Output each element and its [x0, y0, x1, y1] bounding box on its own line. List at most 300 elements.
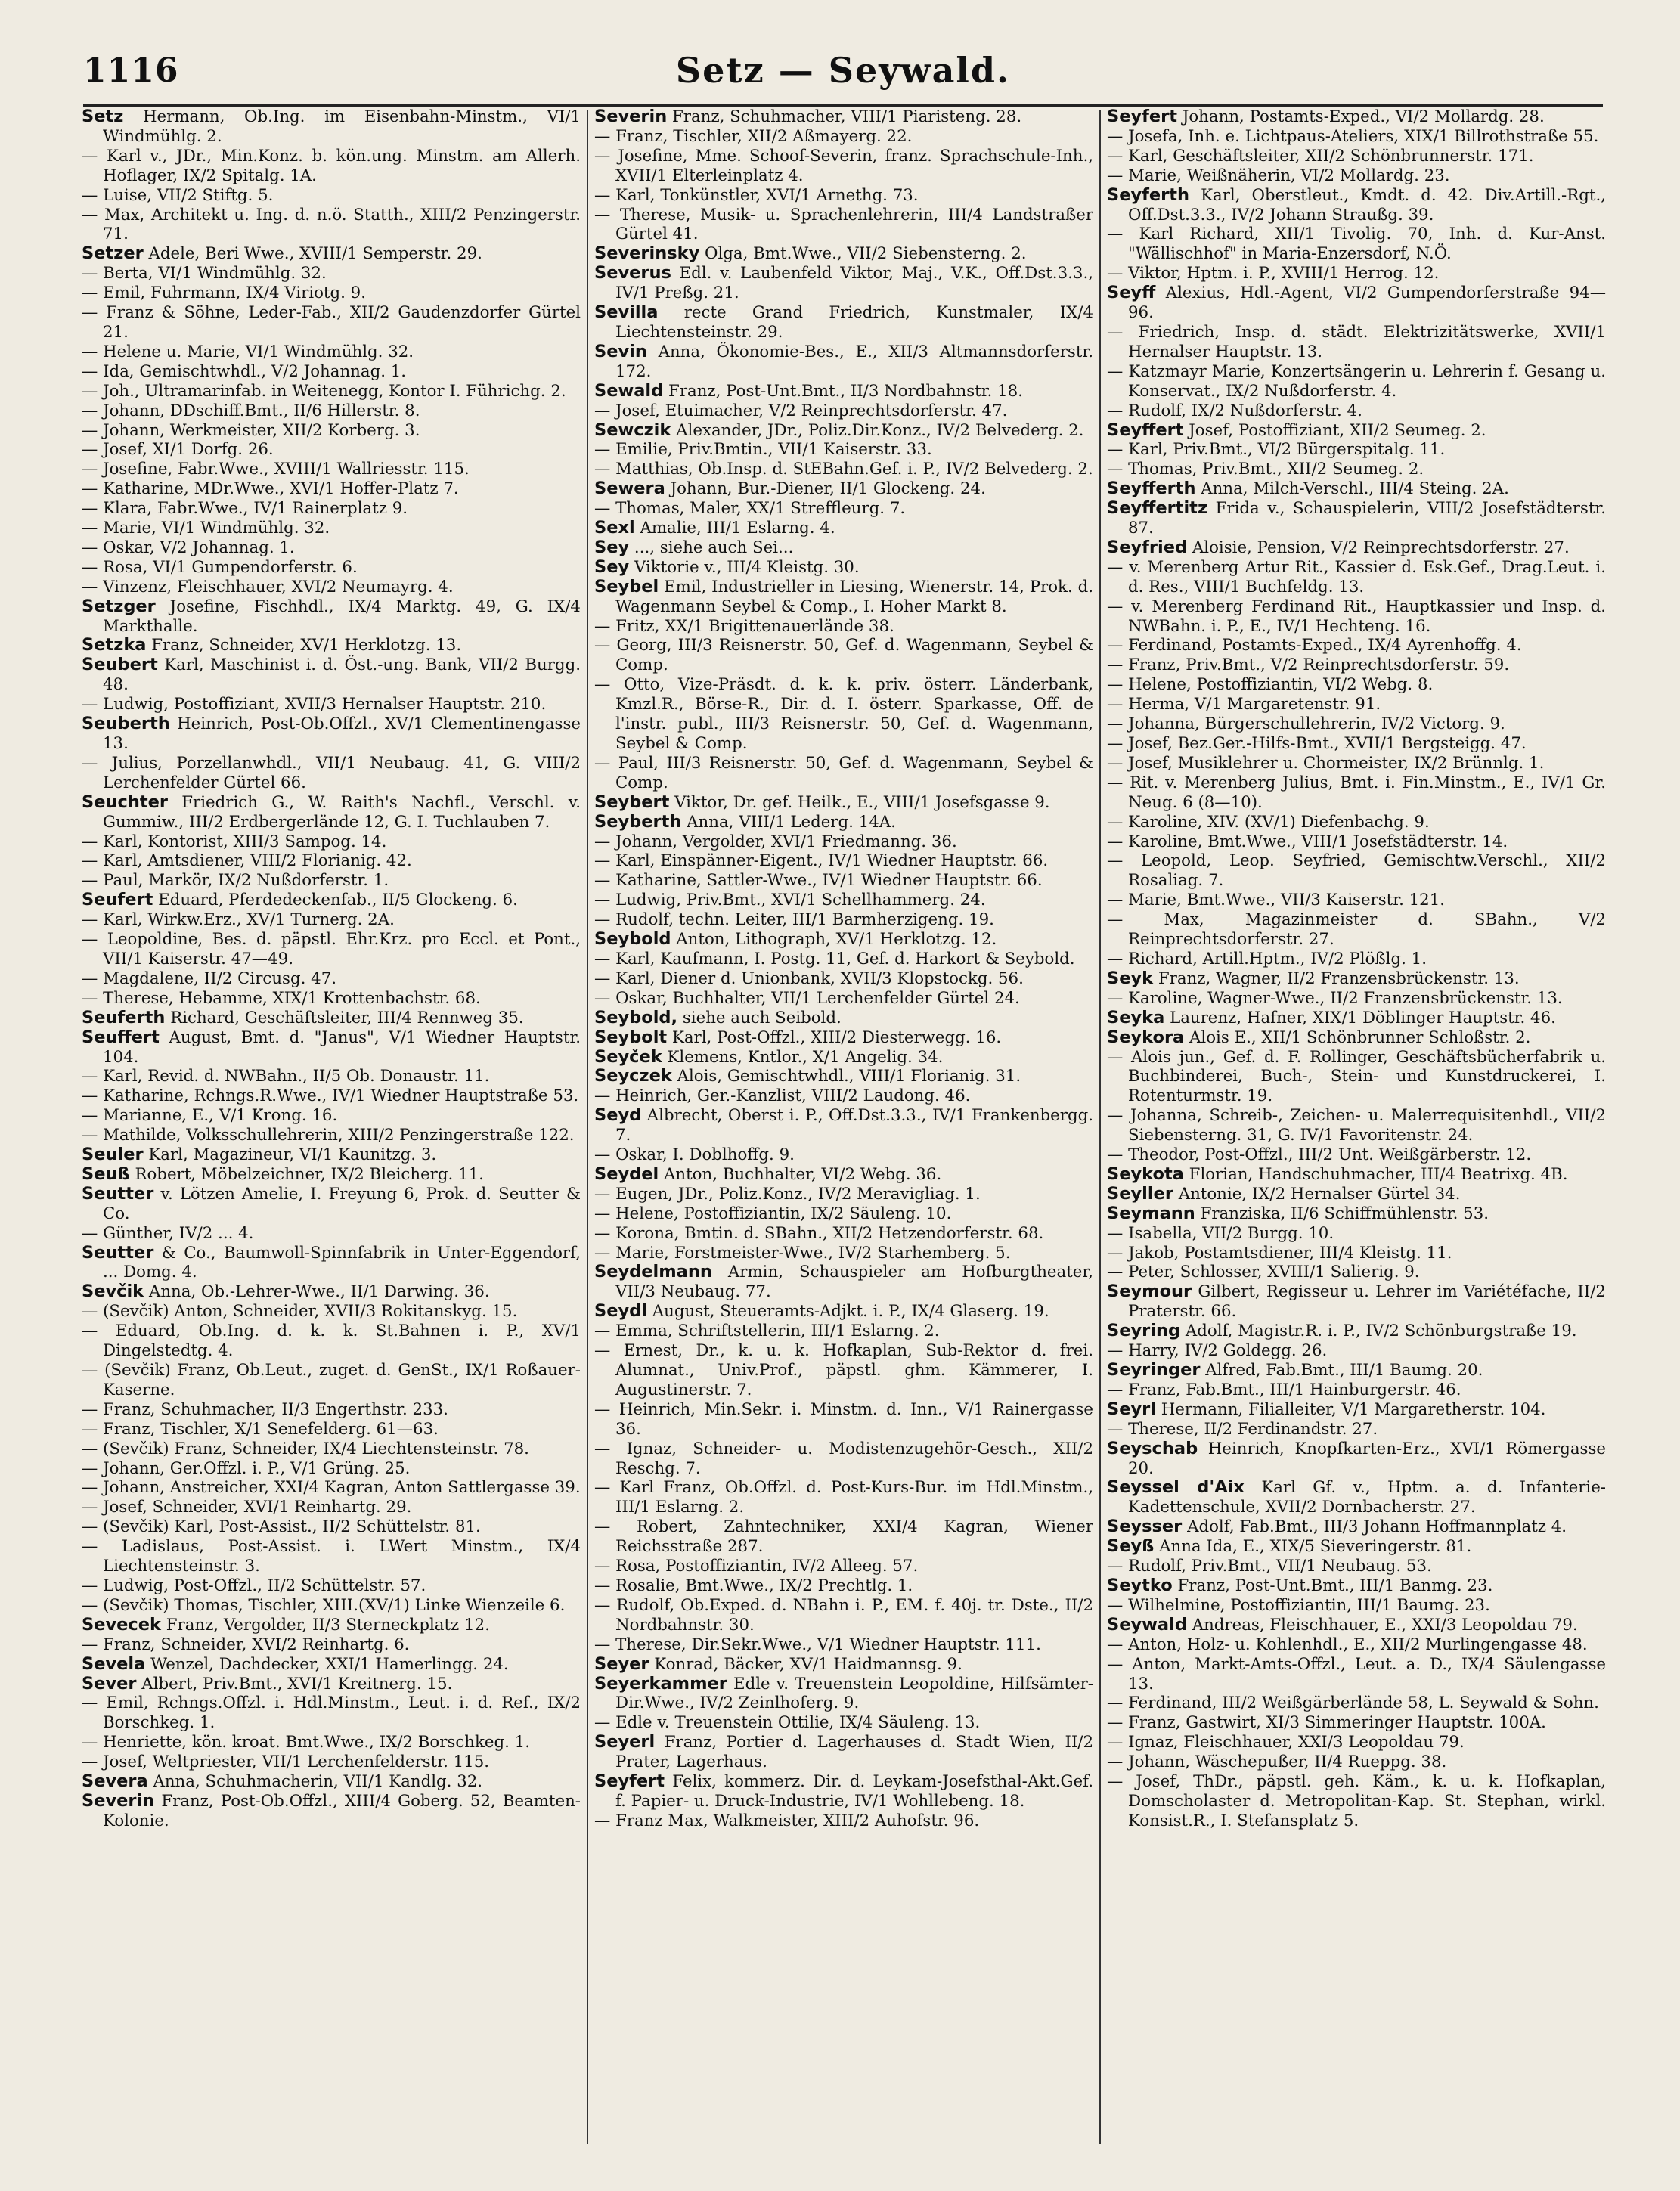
- directory-entry: [594, 1341, 1093, 1400]
- directory-entry: [594, 1655, 1093, 1675]
- directory-entry: [82, 1028, 581, 1068]
- entry-surname: Setz: [82, 107, 124, 126]
- entry-details: — Ludwig, Post-Offzl., II/2 Schüttelstr. 57.: [82, 1576, 426, 1595]
- directory-entry: [1107, 401, 1606, 421]
- entry-details: — Ignaz, Fleischhauer, XXI/3 Leopoldau 79.: [1107, 1733, 1465, 1752]
- directory-entry: [594, 1009, 1093, 1028]
- entry-surname: Seyd: [594, 1105, 642, 1126]
- entry-details: — Rit. v. Merenberg Julius, Bmt. i. Fin.Minstm., E., IV/1 Gr. Neug. 6 (8—10).: [1107, 773, 1606, 812]
- directory-entry: [594, 1635, 1093, 1655]
- directory-entry: [82, 655, 581, 695]
- entry-details: — Leopoldine, Bes. d. päpstl. Ehr.Krz. pro Eccl. et Pont., VII/1 Kaiserstr. 47—49.: [82, 930, 581, 968]
- entry-details: — Ludwig, Postoffiziant, XVII/3 Hernalser Hauptstr. 210.: [82, 695, 547, 714]
- entry-details: — Heinrich, Min.Sekr. i. Minstm. d. Inn., V/1 Rainergasse 36.: [594, 1399, 1093, 1439]
- entry-details: — Karl, Kaufmann, I. Postg. 11, Gef. d. Harkort & Seybold.: [594, 949, 1075, 968]
- directory-entry: [82, 1009, 581, 1028]
- entry-surname: Severin: [82, 1790, 155, 1811]
- entry-details: — Karl, Amtsdiener, VIII/2 Florianig. 42.: [82, 851, 412, 871]
- entry-details: — Karl Franz, Ob.Offzl. d. Post-Kurs-Bur. im Hdl.Minstm., III/1 Eslarng. 2.: [594, 1478, 1093, 1517]
- entry-details: — Marie, Bmt.Wwe., VII/3 Kaiserstr. 121.: [1107, 891, 1446, 910]
- entry-details: Adolf, Fab.Bmt., III/3 Johann Hoffmannplatz 4.: [1187, 1517, 1567, 1537]
- entry-details: — Ernest, Dr., k. u. k. Hofkaplan, Sub-Rektor d. frei. Alumnat., Univ.Prof., päpstl. ghm. Kämmerer, I. Augustinerstr. 7.: [594, 1341, 1093, 1399]
- directory-entry: [594, 1145, 1093, 1165]
- directory-entry: [1107, 734, 1606, 754]
- directory-entry: [1107, 107, 1606, 127]
- directory-entry: [82, 1635, 581, 1655]
- entry-surname: Seubert: [82, 655, 158, 675]
- directory-entry: [1107, 421, 1606, 441]
- entry-details: — Therese, Hebamme, XIX/1 Krottenbachstr. 68.: [82, 988, 481, 1008]
- directory-entry: [594, 930, 1093, 950]
- directory-entry: [82, 1675, 581, 1694]
- directory-entry: [82, 382, 581, 401]
- entry-details: Konrad, Bäcker, XV/1 Haidmannsg. 9.: [654, 1654, 962, 1674]
- column-3: [1107, 107, 1606, 2149]
- column-divider: [1099, 110, 1101, 2144]
- entry-details: — Theodor, Post-Offzl., III/2 Unt. Weißgärberstr. 12.: [1107, 1145, 1532, 1165]
- entry-details: — Franz, Priv.Bmt., V/2 Reinprechtsdorferstr. 59.: [1107, 655, 1510, 675]
- directory-entry: [594, 1244, 1093, 1263]
- directory-entry: [1107, 597, 1606, 637]
- directory-entry: [82, 1420, 581, 1439]
- entry-details: — Marie, VI/1 Windmühlg. 32.: [82, 519, 330, 538]
- page-header: [83, 39, 1603, 107]
- entry-details: Eduard, Pferdedeckenfab., II/5 Glockeng. 6.: [158, 891, 518, 910]
- entry-details: — Edle v. Treuenstein Ottilie, IX/4 Säuleng. 13.: [594, 1713, 981, 1733]
- directory-entry: [1107, 636, 1606, 655]
- entry-details: Richard, Geschäftsleiter, III/4 Rennweg 35.: [170, 1008, 524, 1027]
- directory-entry: [1107, 969, 1606, 989]
- entry-surname: Sewera: [594, 479, 665, 499]
- directory-entry: [82, 1106, 581, 1126]
- directory-entry: [82, 578, 581, 597]
- entry-details: — Rosa, Postoffiziantin, IV/2 Alleeg. 57.: [594, 1557, 919, 1576]
- entry-surname: Setzka: [82, 635, 147, 655]
- entry-surname: Seyer: [594, 1653, 649, 1674]
- entry-details: — Franz & Söhne, Leder-Fab., XII/2 Gaudenzdorfer Gürtel 21.: [82, 303, 581, 342]
- entry-details: Laurenz, Hafner, XIX/1 Döblinger Hauptstr. 46.: [1170, 1008, 1556, 1027]
- directory-entry: [594, 479, 1093, 499]
- directory-entry: [1107, 1244, 1606, 1263]
- directory-entry: [1107, 1048, 1606, 1107]
- entry-surname: Seuler: [82, 1145, 144, 1165]
- entry-details: — Josef, Bez.Ger.-Hilfs-Bmt., XVII/1 Bergsteigg. 47.: [1107, 734, 1527, 753]
- entry-details: — Ferdinand, III/2 Weißgärberlände 58, L. Seywald & Sohn.: [1107, 1694, 1599, 1713]
- entry-details: — v. Merenberg Artur Rit., Kassier d. Esk.Gef., Drag.Leut. i. d. Res., VIII/1 Buchfeldg. 13.: [1107, 557, 1606, 597]
- entry-details: — Karoline, XIV. (XV/1) Diefenbachg. 9.: [1107, 812, 1430, 832]
- entry-details: — Josef, Musiklehrer u. Chormeister, IX/2 Brünnlg. 1.: [1107, 753, 1545, 773]
- directory-entry: [1107, 558, 1606, 597]
- directory-entry: [82, 1694, 581, 1733]
- directory-entry: [1107, 1596, 1606, 1616]
- directory-entry: [594, 675, 1093, 754]
- directory-entry: [1107, 1655, 1606, 1694]
- entry-details: v. Lötzen Amelie, I. Freyung 6, Prok. d. Seutter & Co.: [103, 1184, 581, 1223]
- entry-details: Anna, VIII/1 Lederg. 14A.: [687, 812, 896, 832]
- entry-details: — Luise, VII/2 Stiftg. 5.: [82, 185, 274, 205]
- directory-entry: [594, 538, 1093, 558]
- entry-details: — Magdalene, II/2 Circusg. 47.: [82, 968, 337, 988]
- directory-entry: [594, 989, 1093, 1009]
- entry-details: — Johann, DDschiff.Bmt., II/6 Hillerstr. 8.: [82, 401, 420, 420]
- directory-entry: [82, 1086, 581, 1106]
- entry-details: — Heinrich, Ger.-Kanzlist, VIII/2 Laudong. 46.: [594, 1086, 971, 1106]
- entry-surname: Seyrl: [1107, 1399, 1156, 1419]
- entry-details: — Oskar, V/2 Johannag. 1.: [82, 538, 295, 557]
- entry-details: Adolf, Magistr.R. i. P., IV/2 Schönburgstraße 19.: [1185, 1322, 1577, 1341]
- entry-details: — Therese, II/2 Ferdinandstr. 27.: [1107, 1419, 1378, 1439]
- directory-entry: [1107, 166, 1606, 186]
- directory-entry: [1107, 460, 1606, 479]
- entry-details: — Matthias, Ob.Insp. d. StEBahn.Gef. i. P., IV/2 Belvederg. 2.: [594, 460, 1093, 479]
- entry-details: Anna, Milch-Verschl., III/4 Steing. 2A.: [1201, 479, 1509, 499]
- entry-surname: Seytko: [1107, 1575, 1173, 1595]
- entry-details: Alois, Gemischtwhdl., VIII/1 Florianig. 31.: [677, 1067, 1021, 1086]
- entry-details: — Richard, Artill.Hptm., IV/2 Plößlg. 1.: [1107, 949, 1427, 968]
- directory-entry: [594, 871, 1093, 891]
- directory-entry: [1107, 1772, 1606, 1831]
- entry-surname: Seydelmann: [594, 1262, 712, 1282]
- directory-entry: [1107, 1478, 1606, 1517]
- entry-details: Alexander, JDr., Poliz.Dir.Konz., IV/2 Belvederg. 2.: [676, 420, 1084, 440]
- directory-entry: [82, 1282, 581, 1302]
- directory-entry: [82, 499, 581, 519]
- directory-entry: [82, 1459, 581, 1479]
- entry-details: Klemens, Kntlor., X/1 Angelig. 34.: [667, 1047, 944, 1067]
- directory-entry: [1107, 323, 1606, 362]
- entry-details: — Oskar, I. Doblhoffg. 9.: [594, 1145, 795, 1165]
- entry-details: Josefine, Fischhdl., IX/4 Marktg. 49, G. IX/4 Markthalle.: [103, 597, 581, 636]
- entry-surname: Setzer: [82, 243, 144, 264]
- entry-details: Anton, Lithograph, XV/1 Herklotzg. 12.: [676, 930, 997, 950]
- entry-surname: Sey: [594, 537, 630, 557]
- directory-entry: [82, 1576, 581, 1596]
- entry-details: Wenzel, Dachdecker, XXI/1 Hamerlingg. 24.: [150, 1654, 509, 1674]
- entry-surname: Seykora: [1107, 1027, 1185, 1047]
- entry-surname: Sexl: [594, 518, 635, 538]
- entry-details: Amalie, III/1 Eslarng. 4.: [640, 519, 835, 538]
- directory-entry: [594, 1675, 1093, 1714]
- entry-surname: Seybold: [594, 929, 671, 950]
- entry-details: — Emma, Schriftstellerin, III/1 Eslarng. 2.: [594, 1322, 940, 1341]
- directory-entry: [82, 186, 581, 206]
- directory-entry: [82, 1596, 581, 1616]
- directory-entry: [82, 519, 581, 538]
- entry-surname: Seyschab: [1107, 1438, 1198, 1458]
- directory-entry: [594, 382, 1093, 401]
- entry-details: — Max, Architekt u. Ing. d. n.ö. Statth., XIII/2 Penzingerstr. 71.: [82, 205, 581, 244]
- entry-details: — Eugen, JDr., Poliz.Konz., IV/2 Meravigliag. 1.: [594, 1184, 981, 1204]
- directory-entry: [594, 578, 1093, 617]
- directory-entry: [594, 1028, 1093, 1048]
- directory-entry: [594, 440, 1093, 460]
- entry-details: Albrecht, Oberst i. P., Off.Dst.3.3., IV/1 Frankenbergg. 7.: [615, 1106, 1093, 1145]
- directory-entry: [82, 910, 581, 930]
- entry-details: Alexius, Hdl.-Agent, VI/2 Gumpendorferstraße 94—96.: [1128, 284, 1606, 323]
- entry-details: Franziska, II/6 Schiffmühlenstr. 53.: [1200, 1204, 1489, 1223]
- directory-entry: [594, 186, 1093, 206]
- entry-details: Franz, Schuhmacher, VIII/1 Piaristeng. 28.: [672, 107, 1022, 126]
- entry-surname: Seuberth: [82, 714, 170, 734]
- directory-entry: [594, 1165, 1093, 1185]
- directory-entry: [82, 1322, 581, 1361]
- entry-surname: Seuß: [82, 1164, 130, 1184]
- directory-entry: [594, 1733, 1093, 1772]
- entry-details: — Johanna, Bürgerschullehrerin, IV/2 Victorg. 9.: [1107, 714, 1505, 734]
- directory-entry: [1107, 1616, 1606, 1635]
- entry-details: Hermann, Ob.Ing. im Eisenbahn-Minstm., VI/1 Windmühlg. 2.: [103, 107, 581, 146]
- entry-surname: Sevecek: [82, 1614, 161, 1635]
- directory-entry: [82, 1478, 581, 1498]
- entry-details: — Franz, Schneider, XVI/2 Reinhartg. 6.: [82, 1635, 410, 1654]
- entry-details: — Johann, Ger.Offzl. i. P., V/1 Grüng. 25.: [82, 1458, 411, 1478]
- directory-entry: [594, 1302, 1093, 1322]
- entry-details: — (Sevčik) Franz, Ob.Leut., zuget. d. GenSt., IX/1 Roßauer-Kaserne.: [82, 1361, 581, 1399]
- entry-details: — Emilie, Priv.Bmtin., VII/1 Kaiserstr. 33.: [594, 440, 932, 460]
- entry-surname: Seyssel d'Aix: [1107, 1477, 1245, 1498]
- directory-entry: [1107, 754, 1606, 773]
- entry-surname: Seuffert: [82, 1027, 160, 1047]
- directory-entry: [594, 1713, 1093, 1733]
- directory-entry: [82, 284, 581, 303]
- entry-details: — Jakob, Postamtsdiener, III/4 Kleistg. 11.: [1107, 1243, 1452, 1263]
- directory-entry: [82, 1498, 581, 1517]
- directory-entry: [82, 1537, 581, 1576]
- entry-details: — Karl, Priv.Bmt., VI/2 Bürgerspitalg. 11.: [1107, 440, 1446, 460]
- entry-details: Gilbert, Regisseur u. Lehrer im Variétéfache, II/2 Praterstr. 66.: [1128, 1282, 1606, 1322]
- entry-details: — Franz, Tischler, X/1 Senefelderg. 61—63.: [82, 1419, 439, 1439]
- directory-entry: [594, 107, 1093, 127]
- column-divider: [587, 110, 588, 2144]
- entry-details: — (Sevčik) Karl, Post-Assist., II/2 Schüttelstr. 81.: [82, 1517, 481, 1537]
- entry-details: Viktor, Dr. gef. Heilk., E., VIII/1 Josefsgasse 9.: [674, 792, 1050, 812]
- entry-surname: Seufert: [82, 890, 153, 910]
- entry-surname: Seyfert: [594, 1771, 665, 1792]
- entry-details: Olga, Bmt.Wwe., VII/2 Siebensterng. 2.: [705, 244, 1027, 264]
- entry-surname: Sewczik: [594, 420, 671, 440]
- directory-entry: [82, 460, 581, 479]
- entry-details: August, Bmt. d. "Janus", V/1 Wiedner Hauptstr. 104.: [103, 1027, 581, 1067]
- entry-details: — Oskar, Buchhalter, VII/1 Lerchenfelder Gürtel 24.: [594, 988, 1020, 1008]
- directory-entry: [1107, 1537, 1606, 1557]
- directory-entry: [82, 597, 581, 637]
- entry-details: ..., siehe auch Sei...: [634, 538, 794, 557]
- entry-details: — Katharine, Rchngs.R.Wwe., IV/1 Wiedner Hauptstraße 53.: [82, 1086, 579, 1106]
- entry-details: — Johann, Wäschepußer, II/4 Rueppg. 38.: [1107, 1752, 1447, 1772]
- entry-details: Franz, Post-Unt.Bmt., II/3 Nordbahnstr. 18.: [668, 381, 1023, 401]
- entry-surname: Seyka: [1107, 1007, 1165, 1027]
- entry-details: Aloisie, Pension, V/2 Reinprechtsdorferstr. 27.: [1192, 538, 1570, 557]
- directory-entry: [1107, 1263, 1606, 1282]
- entry-details: Anna, Schuhmacherin, VII/1 Kandlg. 32.: [153, 1772, 483, 1792]
- directory-entry: [1107, 675, 1606, 695]
- entry-details: — Friedrich, Insp. d. städt. Elektrizitätswerke, XVII/1 Hernalser Hauptstr. 13.: [1107, 322, 1606, 361]
- directory-entry: [82, 891, 581, 910]
- entry-surname: Severin: [594, 107, 668, 126]
- entry-details: Franz, Vergolder, II/3 Sterneckplatz 12.: [166, 1615, 490, 1635]
- directory-entry: [1107, 284, 1606, 323]
- entry-details: Emil, Industrieller in Liesing, Wienerstr. 14, Prok. d. Wagenmann Seybel & Comp., I. Hoher Markt 8.: [615, 577, 1093, 616]
- entry-surname: Seybold,: [594, 1007, 678, 1027]
- entry-surname: Seyerkammer: [594, 1673, 727, 1694]
- entry-details: siehe auch Seibold.: [682, 1008, 842, 1027]
- directory-entry: [1107, 1713, 1606, 1733]
- entry-surname: Sevela: [82, 1653, 146, 1674]
- entry-details: — Karl, Geschäftsleiter, XII/2 Schönbrunnerstr. 171.: [1107, 146, 1534, 166]
- entry-details: — Vinzenz, Fleischhauer, XVI/2 Neumayrg. 4.: [82, 577, 454, 597]
- entry-details: — Josefa, Inh. e. Lichtpaus-Ateliers, XIX/1 Billrothstraße 55.: [1107, 126, 1599, 146]
- entry-surname: Seydl: [594, 1301, 647, 1322]
- entry-details: — Katharine, MDr.Wwe., XVI/1 Hoffer-Platz 7.: [82, 479, 459, 499]
- directory-entry: [594, 421, 1093, 441]
- entry-details: Alfred, Fab.Bmt., III/1 Baumg. 20.: [1205, 1361, 1483, 1380]
- entry-details: — Mathilde, Volksschullehrerin, XIII/2 Penzingerstraße 122.: [82, 1126, 575, 1145]
- entry-details: Anna Ida, E., XIX/5 Sieveringerstr. 81.: [1159, 1537, 1472, 1557]
- entry-details: Armin, Schauspieler am Hofburgtheater, VII/3 Neubaug. 77.: [615, 1263, 1093, 1302]
- entry-details: — Rosalie, Bmt.Wwe., IX/2 Prechtlg. 1.: [594, 1576, 913, 1595]
- entry-details: — Helene u. Marie, VI/1 Windmühlg. 32.: [82, 342, 414, 361]
- entry-details: — Herma, V/1 Margaretenstr. 91.: [1107, 695, 1381, 714]
- entry-details: Franz, Portier d. Lagerhauses d. Stadt Wien, II/2 Prater, Lagerhaus.: [615, 1733, 1093, 1772]
- entry-details: — Paul, Markör, IX/2 Nußdorferstr. 1.: [82, 871, 389, 891]
- entry-surname: Seuchter: [82, 792, 168, 812]
- directory-entry: [594, 1439, 1093, 1479]
- entry-details: — Rudolf, IX/2 Nußdorferstr. 4.: [1107, 401, 1362, 420]
- directory-entry: [594, 1067, 1093, 1086]
- entry-surname: Seyberth: [594, 811, 682, 832]
- directory-entry: [594, 1263, 1093, 1302]
- directory-entry: [1107, 538, 1606, 558]
- directory-entry: [594, 460, 1093, 479]
- entry-details: Josef, Postoffiziant, XII/2 Seumeg. 2.: [1189, 420, 1486, 440]
- directory-entry: [82, 1165, 581, 1185]
- directory-entry: [1107, 1361, 1606, 1381]
- entry-surname: Seyring: [1107, 1321, 1181, 1341]
- directory-entry: [1107, 1752, 1606, 1772]
- directory-entry: [82, 989, 581, 1009]
- directory-entry: [82, 1126, 581, 1145]
- directory-entry: [1107, 1028, 1606, 1048]
- entry-details: — Marianne, E., V/1 Krong. 16.: [82, 1106, 338, 1126]
- entry-surname: Seymour: [1107, 1281, 1192, 1302]
- directory-entry: [82, 1655, 581, 1675]
- directory-entry: [1107, 950, 1606, 969]
- directory-entry: [82, 1302, 581, 1322]
- directory-entry: [1107, 1341, 1606, 1361]
- entry-details: — Rosa, VI/1 Gumpendorferstr. 6.: [82, 557, 358, 577]
- entry-details: — Leopold, Leop. Seyfried, Gemischtw.Verschl., XII/2 Rosaliag. 7.: [1107, 851, 1606, 891]
- entry-details: — Ferdinand, Postamts-Exped., IX/4 Ayrenhoffg. 4.: [1107, 636, 1522, 655]
- directory-entry: [1107, 832, 1606, 852]
- entry-details: recte Grand Friedrich, Kunstmaler, IX/4 Liechtensteinstr. 29.: [615, 303, 1093, 342]
- entry-details: — Alois jun., Gef. d. F. Rollinger, Geschäftsbücherfabrik u. Buchbinderei, Buch-, Stein- und Kunstdruckerei, I. Rotenturmstr. 19.: [1107, 1047, 1606, 1106]
- entry-details: Edle v. Treuenstein Leopoldine, Hilfsämter-Dir.Wwe., IV/2 Zeinlhoferg. 9.: [615, 1674, 1093, 1713]
- entry-surname: Setzger: [82, 596, 156, 616]
- directory-entry: [1107, 264, 1606, 284]
- entry-details: Albert, Priv.Bmt., XVI/1 Kreitnerg. 15.: [141, 1674, 453, 1694]
- entry-details: August, Steueramts-Adjkt. i. P., IX/4 Glaserg. 19.: [652, 1302, 1049, 1322]
- directory-entry: [594, 1048, 1093, 1068]
- entry-details: — Rudolf, techn. Leiter, III/1 Barmherzigeng. 19.: [594, 910, 994, 930]
- directory-entry: [594, 1185, 1093, 1204]
- entry-surname: Sewald: [594, 380, 664, 401]
- directory-entry: [82, 1439, 581, 1459]
- entry-surname: Seyringer: [1107, 1360, 1201, 1380]
- entry-details: Florian, Handschuhmacher, III/4 Beatrixg. 4B.: [1189, 1164, 1568, 1184]
- entry-surname: Seykota: [1107, 1164, 1184, 1184]
- entry-details: Anna, Ökonomie-Bes., E., XII/3 Altmannsdorferstr. 172.: [615, 342, 1093, 381]
- entry-details: — Viktor, Hptm. i. P., XVIII/1 Herrog. 12.: [1107, 264, 1440, 284]
- directory-entry: [594, 127, 1093, 147]
- entry-surname: Sevilla: [594, 302, 659, 323]
- entry-details: — Anton, Markt-Amts-Offzl., Leut. a. D., IX/4 Säulengasse 13.: [1107, 1654, 1606, 1694]
- entry-details: — Paul, III/3 Reisnerstr. 50, Gef. d. Wagenmann, Seybel & Comp.: [594, 753, 1093, 792]
- entry-surname: Seydel: [594, 1164, 659, 1184]
- entry-details: Johann, Bur.-Diener, II/1 Glockeng. 24.: [670, 479, 986, 499]
- entry-surname: Seyß: [1107, 1536, 1155, 1557]
- entry-surname: Sey: [594, 556, 630, 577]
- directory-entry: [82, 440, 581, 460]
- entry-details: — Emil, Rchngs.Offzl. i. Hdl.Minstm., Leut. i. d. Ref., IX/2 Borschkeg. 1.: [82, 1694, 581, 1733]
- entry-surname: Severus: [594, 263, 671, 284]
- entry-details: Heinrich, Post-Ob.Offzl., XV/1 Clementinengasse 13.: [103, 714, 581, 753]
- entry-details: — Karoline, Wagner-Wwe., II/2 Franzensbrückenstr. 13.: [1107, 988, 1563, 1008]
- entry-details: — Josefine, Mme. Schoof-Severin, franz. Sprachschule-Inh., XVII/1 Elterleinplatz 4.: [594, 146, 1093, 185]
- entry-details: — (Sevčik) Franz, Schneider, IX/4 Liechtensteinstr. 78.: [82, 1439, 529, 1458]
- entry-details: — Karl, Wirkw.Erz., XV/1 Turnerg. 2A.: [82, 910, 395, 930]
- directory-entry: [594, 558, 1093, 578]
- directory-entry: [82, 871, 581, 891]
- directory-entry: [594, 1811, 1093, 1831]
- entry-details: Viktorie v., III/4 Kleistg. 30.: [634, 557, 860, 577]
- entry-details: — Franz, Fab.Bmt., III/1 Hainburgerstr. 46.: [1107, 1380, 1461, 1399]
- column-2: [594, 107, 1093, 2149]
- directory-entry: [82, 303, 581, 342]
- directory-entry: [594, 891, 1093, 910]
- directory-entry: [82, 969, 581, 989]
- entry-details: Franz, Wagner, II/2 Franzensbrückenstr. 13.: [1158, 968, 1520, 988]
- directory-entry: [594, 519, 1093, 538]
- entry-surname: Seyfferth: [1107, 479, 1196, 499]
- entry-details: — Korona, Bmtin. d. SBahn., XII/2 Hetzendorferstr. 68.: [594, 1223, 1044, 1243]
- directory-entry: [1107, 714, 1606, 734]
- entry-details: — Georg, III/3 Reisnerstr. 50, Gef. d. Wagenmann, Seybel & Comp.: [594, 636, 1093, 675]
- entry-surname: Severinsky: [594, 243, 700, 264]
- entry-details: — Rudolf, Ob.Exped. d. NBahn i. P., EM. f. 40j. tr. Dste., II/2 Nordbahnstr. 30.: [594, 1595, 1093, 1635]
- entry-details: — Franz, Tischler, XII/2 Aßmayerg. 22.: [594, 126, 913, 146]
- entry-details: — Josefine, Fabr.Wwe., XVIII/1 Wallriesstr. 115.: [82, 460, 470, 479]
- entry-surname: Sevin: [594, 341, 647, 361]
- directory-entry: [1107, 1381, 1606, 1400]
- entry-surname: Seyfert: [1107, 107, 1178, 126]
- entry-details: — Eduard, Ob.Ing. d. k. k. St.Bahnen i. P., XV/1 Dingelstedtg. 4.: [82, 1322, 581, 1361]
- directory-entry: [594, 910, 1093, 930]
- entry-details: — Karl Richard, XII/1 Tivolig. 70, Inh. d. Kur-Anst. "Wällischhof" in Maria-Enzersdorf, N.Ö.: [1107, 225, 1606, 264]
- directory-entry: [82, 1792, 581, 1831]
- entry-details: — Günther, IV/2 ... 4.: [82, 1223, 254, 1243]
- entry-details: — Karl, Kontorist, XIII/3 Sampog. 14.: [82, 832, 387, 851]
- entry-details: — Klara, Fabr.Wwe., IV/1 Rainerplatz 9.: [82, 499, 408, 519]
- directory-entry: [1107, 1224, 1606, 1244]
- directory-entry: [1107, 1282, 1606, 1322]
- entry-details: — Emil, Fuhrmann, IX/4 Viriotg. 9.: [82, 284, 366, 303]
- directory-entry: [594, 617, 1093, 637]
- directory-entry: [82, 362, 581, 382]
- entry-details: Karl, Post-Offzl., XIII/2 Diesterwegg. 16.: [671, 1027, 1002, 1047]
- entry-details: Adele, Beri Wwe., XVIII/1 Semperstr. 29.: [148, 244, 482, 264]
- directory-entry: [594, 206, 1093, 245]
- directory-entry: [1107, 655, 1606, 675]
